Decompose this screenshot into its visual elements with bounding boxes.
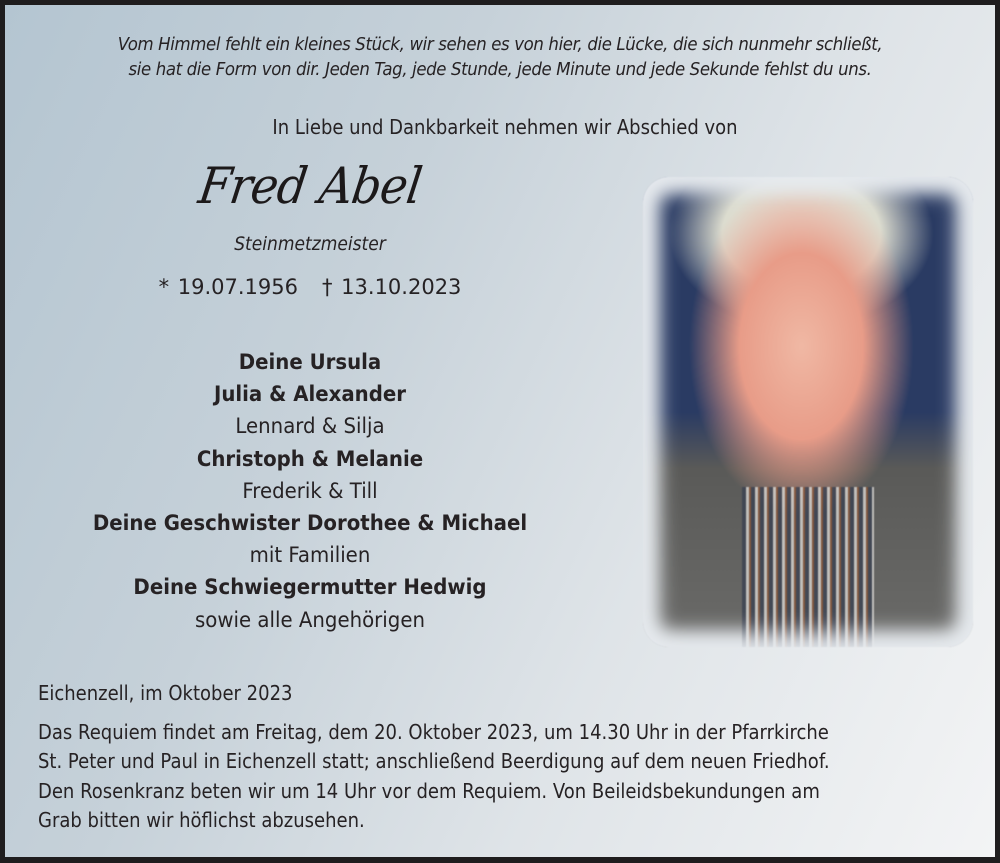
mourner-line: Lennard & Silja — [235, 414, 385, 439]
mourner-line: Deine Ursula — [238, 350, 382, 374]
farewell-intro: In Liebe und Dankbarkeit nehmen wir Abschied von — [272, 115, 738, 139]
motto-line-1: Vom Himmel fehlt ein kleines Stück, wir sehen es von hier, die Lücke, die sich nunmehr schließt, — [117, 34, 883, 55]
requiem-line-4: Grab bitten wir höflichst abzusehen. — [38, 807, 365, 832]
requiem-line-3: Den Rosenkranz beten wir um 14 Uhr vor dem Requiem. Von Beileidsbekundungen am — [38, 778, 820, 803]
mourner-line: Julia & Alexander — [213, 382, 406, 407]
portrait-photo — [643, 177, 973, 647]
mourner-line: Deine Geschwister Dorothee & Michael — [92, 510, 528, 535]
birth-date: * 19.07.1956 — [158, 275, 298, 299]
obituary-card — [5, 5, 995, 857]
location-date: Eichenzell, im Oktober 2023 — [38, 681, 293, 705]
mourner-line: Deine Schwiegermutter Hedwig — [133, 575, 487, 600]
mourners-list — [65, 346, 555, 636]
requiem-line-2: St. Peter und Paul in Eichenzell statt; anschließend Beerdigung auf dem neuen Friedhof. — [38, 749, 830, 774]
mourner-line: Christoph & Melanie — [196, 446, 424, 471]
deceased-name: Fred Abel — [195, 157, 425, 215]
mourner-line: mit Familien — [249, 543, 371, 568]
requiem-details — [38, 718, 970, 835]
memorial-motto — [45, 32, 956, 82]
deceased-profession: Steinmetzmeister — [234, 233, 386, 255]
motto-line-2: sie hat die Form von dir. Jeden Tag, jede Stunde, jede Minute und jede Sekunde fehlst du uns. — [128, 59, 872, 80]
mourner-line: sowie alle Angehörigen — [195, 607, 425, 632]
life-dates — [145, 275, 475, 299]
requiem-line-1: Das Requiem findet am Freitag, dem 20. Oktober 2023, um 14.30 Uhr in der Pfarrkirche — [38, 720, 829, 744]
mourner-line: Frederik & Till — [242, 478, 378, 503]
photo-vignette — [643, 177, 973, 647]
death-date: † 13.10.2023 — [322, 275, 462, 299]
